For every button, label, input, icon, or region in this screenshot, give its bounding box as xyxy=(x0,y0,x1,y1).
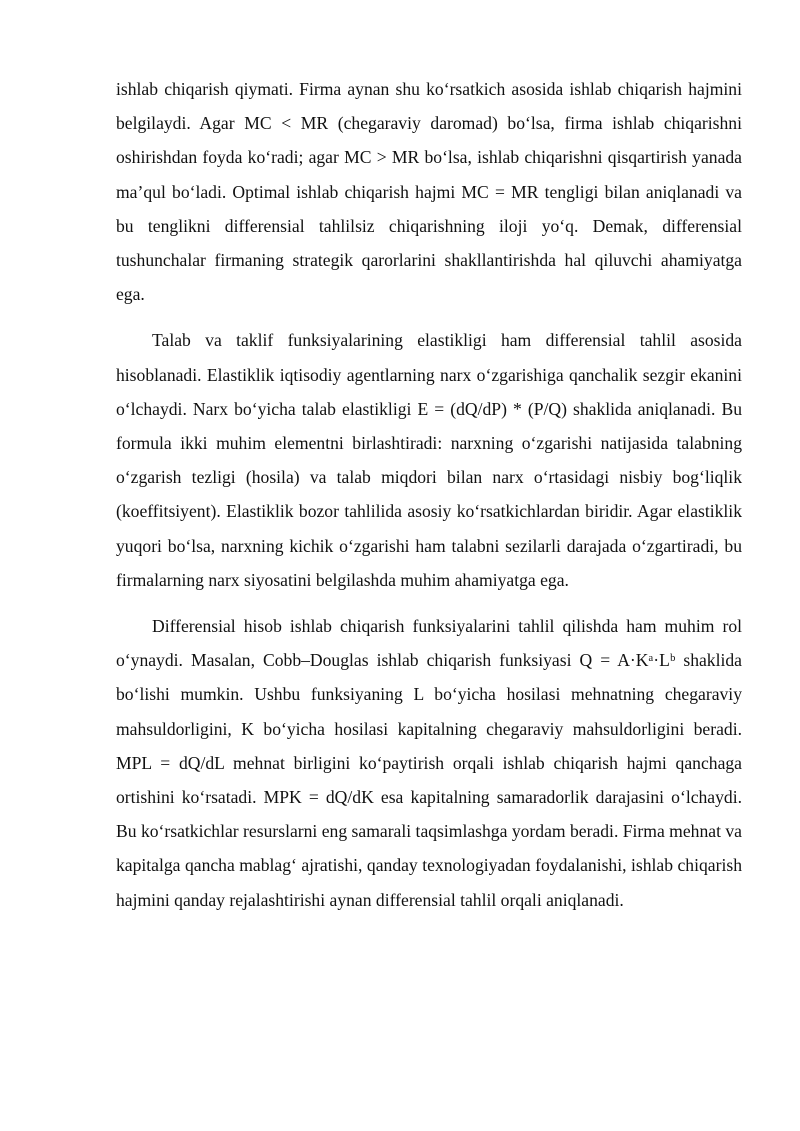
paragraph-elasticity: Talab va taklif funksiyalarining elastikligi ham differensial tahlil asosida hisoblanadi. Elastiklik iqtisodiy agentlarning narx o‘zgarishiga qanchalik sezgir ekanini o‘lchaydi. Narx bo‘yicha talab elastikligi E = (dQ/dP) * (P/Q) shaklida aniqlanadi. Bu formula ikki muhim elementni birlashtiradi: narxning o‘zgarishi natijasida talabning o‘zgarish tezligi (hosila) va talab miqdori bilan narx o‘rtasidagi nisbiy bog‘liqlik (koeffitsiyent). Elastiklik bozor tahlilida asosiy ko‘rsatkichlardan biridir. Agar elastiklik yuqori bo‘lsa, narxning kichik o‘zgarishi ham talabni sezilarli darajada o‘zgartiradi, bu firmalarning narx siyosatini belgilashda muhim ahamiyatga ega. xyxy=(116,330,742,590)
paragraph-marginal-cost: ishlab chiqarish qiymati. Firma aynan shu ko‘rsatkich asosida ishlab chiqarish hajmini belgilaydi. Agar MC < MR (chegaraviy daromad) bo‘lsa, firma ishlab chiqarishni oshirishdan foyda ko‘radi; agar MC > MR bo‘lsa, ishlab chiqarishni qisqartirish yanada ma’qul bo‘ladi. Optimal ishlab chiqarish hajmi MC = MR tengligi bilan aniqlanadi va bu tenglikni differensial tahlilsiz chiqarishning iloji yo‘q. Demak, differensial tushunchalar firmaning strategik qarorlarini shakllantirishda hal qiluvchi ahamiyatga ega. xyxy=(116,79,742,305)
document-page xyxy=(116,72,742,929)
paragraph-production-function: Differensial hisob ishlab chiqarish funksiyalarini tahlil qilishda ham muhim rol o‘ynaydi. Masalan, Cobb–Douglas ishlab chiqarish funksiyasi Q = A·Kᵃ·Lᵇ shaklida bo‘lishi mumkin. Ushbu funksiyaning L bo‘yicha hosilasi mehnatning chegaraviy mahsuldorligini, K bo‘yicha hosilasi kapitalning chegaraviy mahsuldorligini beradi. MPL = dQ/dL mehnat birligini ko‘paytirish orqali ishlab chiqarish hajmi qanchaga ortishini ko‘rsatadi. MPK = dQ/dK esa kapitalning samaradorlik darajasini o‘lchaydi. Bu ko‘rsatkichlar resurslarni eng samarali taqsimlashga yordam beradi. Firma mehnat va kapitalga qancha mablag‘ ajratishi, qanday texnologiyadan foydalanishi, ishlab chiqarish hajmini qanday rejalashtirishi aynan differensial tahlil orqali aniqlanadi. xyxy=(116,616,742,910)
